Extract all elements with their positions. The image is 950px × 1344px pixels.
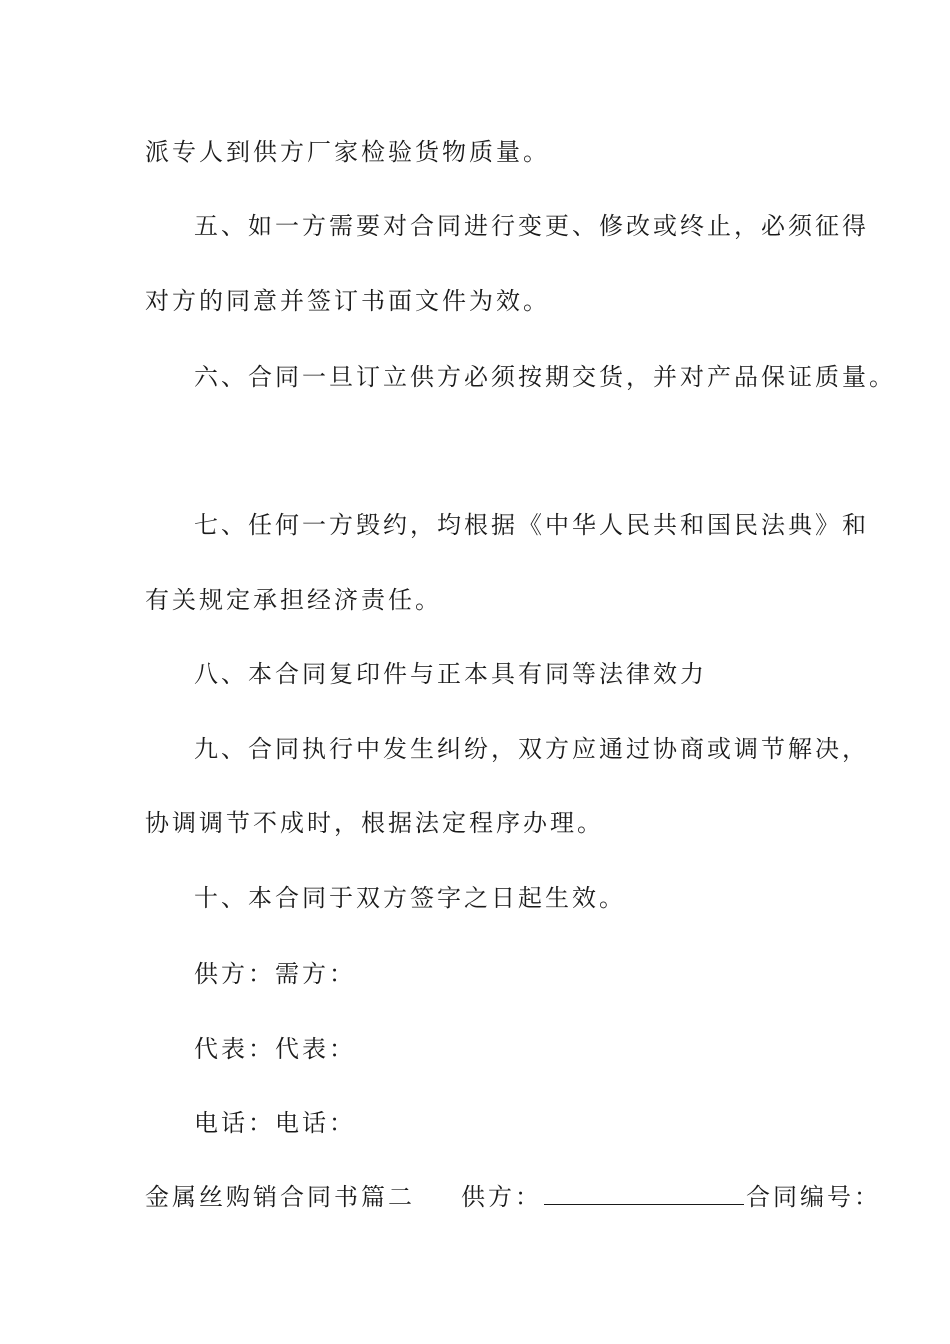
text-line-1: 派专人到供方厂家检验货物质量。 — [145, 138, 550, 166]
clause-7-line-2: 有关规定承担经济责任。 — [145, 586, 442, 614]
clause-6: 六、合同一旦订立供方必须按期交货，并对产品保证质量。 — [194, 363, 896, 391]
signature-parties: 供方：需方： — [194, 960, 356, 988]
clause-5-line-1: 五、如一方需要对合同进行变更、修改或终止，必须征得 — [194, 212, 869, 240]
contract-number-label: 合同编号： — [746, 1183, 881, 1211]
next-contract-title: 金属丝购销合同书篇二 — [145, 1183, 415, 1211]
signature-representatives: 代表：代表： — [194, 1035, 356, 1063]
clause-5-line-2: 对方的同意并签订书面文件为效。 — [145, 287, 550, 315]
clause-7-line-1: 七、任何一方毁约，均根据《中华人民共和国民法典》和 — [194, 511, 869, 539]
next-contract-header — [145, 1182, 881, 1212]
clause-8: 八、本合同复印件与正本具有同等法律效力 — [194, 660, 707, 688]
clause-9-line-1: 九、合同执行中发生纠纷，双方应通过协商或调节解决， — [194, 735, 869, 763]
supplier-label: 供方： — [461, 1183, 542, 1211]
clause-9-line-2: 协调调节不成时，根据法定程序办理。 — [145, 809, 604, 837]
supplier-blank-field — [544, 1182, 744, 1205]
clause-10: 十、本合同于双方签字之日起生效。 — [194, 884, 626, 912]
signature-phones: 电话：电话： — [194, 1109, 356, 1137]
